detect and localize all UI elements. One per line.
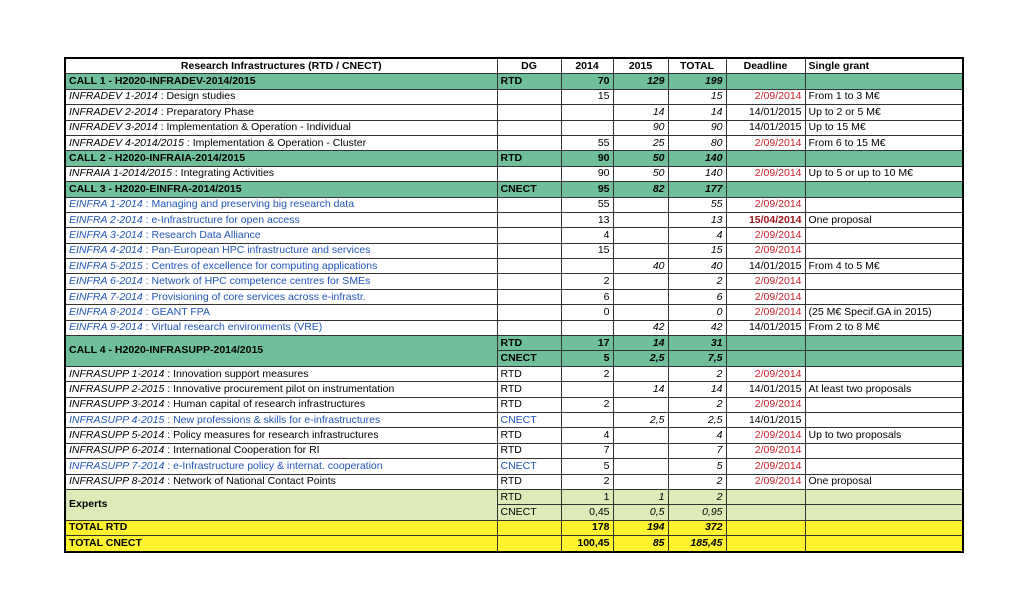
call-2014: 5 — [561, 351, 613, 366]
item-2014: 5 — [561, 459, 613, 474]
item-deadline: 2/09/2014 — [726, 274, 805, 289]
item-2015 — [613, 243, 668, 258]
item-total: 2 — [668, 366, 726, 381]
header-dg: DG — [497, 58, 561, 74]
experts-deadline — [726, 505, 805, 520]
item-code: INFRADEV 3-2014 — [69, 121, 158, 134]
item-deadline: 2/09/2014 — [726, 305, 805, 320]
item-grant: From 2 to 8 M€ — [805, 320, 963, 335]
item-2015 — [613, 428, 668, 443]
item-total: 15 — [668, 89, 726, 104]
item-2015 — [613, 474, 668, 489]
total-deadline — [726, 536, 805, 552]
table-row — [65, 443, 963, 458]
experts-2015: 1 — [613, 489, 668, 504]
call-total: 31 — [668, 336, 726, 351]
item-deadline: 2/09/2014 — [726, 428, 805, 443]
item-2015: 25 — [613, 135, 668, 150]
item-total: 2 — [668, 397, 726, 412]
item-code: EINFRA 3-2014 — [69, 228, 143, 241]
item-description: : Human capital of research infrastructures — [164, 398, 366, 411]
item-2015 — [613, 366, 668, 381]
table-row — [65, 366, 963, 381]
item-code: EINFRA 9-2014 — [69, 321, 143, 334]
item-2014: 2 — [561, 474, 613, 489]
total-row-cnect — [65, 536, 963, 552]
item-name — [65, 135, 497, 150]
item-2015: 40 — [613, 259, 668, 274]
experts-deadline — [726, 489, 805, 504]
item-description: : Preparatory Phase — [157, 105, 255, 118]
call-2014: 95 — [561, 182, 613, 197]
total-label: TOTAL RTD — [65, 520, 497, 535]
call-2015: 2,5 — [613, 351, 668, 366]
call-grant — [805, 151, 963, 166]
item-2015 — [613, 89, 668, 104]
item-2015 — [613, 305, 668, 320]
total-2015: 85 — [613, 536, 668, 552]
item-code: INFRASUPP 6-2014 — [69, 444, 165, 457]
item-description: : Implementation & Operation - Cluster — [183, 136, 367, 149]
item-code: INFRAIA 1-2014/2015 — [69, 167, 172, 180]
call-title: CALL 2 - H2020-INFRAIA-2014/2015 — [65, 151, 497, 166]
call-deadline — [726, 151, 805, 166]
item-deadline: 14/01/2015 — [726, 105, 805, 120]
item-grant — [805, 366, 963, 381]
item-deadline: 2/09/2014 — [726, 289, 805, 304]
item-dg — [497, 135, 561, 150]
item-description: : Policy measures for research infrastructures — [164, 429, 379, 442]
total-2014: 100,45 — [561, 536, 613, 552]
item-description: : e-Infrastructure policy & internat. cooperation — [164, 459, 383, 472]
item-total: 14 — [668, 105, 726, 120]
experts-dg: RTD — [497, 489, 561, 504]
item-2014: 90 — [561, 166, 613, 181]
call-total: 140 — [668, 151, 726, 166]
item-deadline: 2/09/2014 — [726, 243, 805, 258]
experts-total: 0,95 — [668, 505, 726, 520]
item-description: : Network of National Contact Points — [164, 475, 336, 488]
item-2014 — [561, 382, 613, 397]
header-title: Research Infrastructures (RTD / CNECT) — [65, 58, 497, 74]
item-code: EINFRA 5-2015 — [69, 259, 143, 272]
item-deadline: 2/09/2014 — [726, 459, 805, 474]
header-2014: 2014 — [561, 58, 613, 74]
item-code: INFRADEV 4-2014/2015 — [69, 136, 184, 149]
item-code: INFRASUPP 1-2014 — [69, 367, 165, 380]
item-2015 — [613, 459, 668, 474]
call-dg: CNECT — [497, 351, 561, 366]
item-name — [65, 274, 497, 289]
budget-table — [64, 57, 964, 553]
item-grant — [805, 243, 963, 258]
item-description: : New professions & skills for e-infrastructures — [164, 413, 381, 426]
call-title: CALL 1 - H2020-INFRADEV-2014/2015 — [65, 74, 497, 89]
item-2014: 2 — [561, 397, 613, 412]
item-2014: 55 — [561, 135, 613, 150]
item-dg: RTD — [497, 382, 561, 397]
experts-grant — [805, 489, 963, 504]
item-description: : Implementation & Operation - Individual — [157, 121, 351, 134]
item-deadline: 2/09/2014 — [726, 197, 805, 212]
item-2014: 15 — [561, 89, 613, 104]
item-2014 — [561, 105, 613, 120]
item-grant: At least two proposals — [805, 382, 963, 397]
item-dg — [497, 320, 561, 335]
item-dg — [497, 120, 561, 135]
item-deadline: 2/09/2014 — [726, 166, 805, 181]
call-total: 177 — [668, 182, 726, 197]
item-deadline: 14/01/2015 — [726, 259, 805, 274]
item-2014: 13 — [561, 212, 613, 227]
table-row — [65, 274, 963, 289]
item-2014 — [561, 259, 613, 274]
item-grant: From 1 to 3 M€ — [805, 89, 963, 104]
item-grant: Up to 5 or up to 10 M€ — [805, 166, 963, 181]
item-dg: RTD — [497, 443, 561, 458]
item-description: : Centres of excellence for computing applications — [142, 259, 378, 272]
item-deadline: 14/01/2015 — [726, 120, 805, 135]
item-dg — [497, 166, 561, 181]
item-2014: 0 — [561, 305, 613, 320]
table-row — [65, 120, 963, 135]
total-2014: 178 — [561, 520, 613, 535]
total-2015: 194 — [613, 520, 668, 535]
item-2015 — [613, 228, 668, 243]
call-total: 199 — [668, 74, 726, 89]
table-row — [65, 474, 963, 489]
call-grant — [805, 351, 963, 366]
item-description: : Integrating Activities — [171, 167, 275, 180]
item-name — [65, 89, 497, 104]
item-grant: From 4 to 5 M€ — [805, 259, 963, 274]
item-name — [65, 289, 497, 304]
table-row — [65, 228, 963, 243]
item-name — [65, 120, 497, 135]
item-deadline: 2/09/2014 — [726, 135, 805, 150]
total-row-rtd — [65, 520, 963, 535]
item-code: EINFRA 8-2014 — [69, 305, 143, 318]
item-2015: 14 — [613, 382, 668, 397]
item-total: 4 — [668, 228, 726, 243]
item-2014: 2 — [561, 366, 613, 381]
item-grant: One proposal — [805, 474, 963, 489]
item-2015: 14 — [613, 105, 668, 120]
item-name — [65, 305, 497, 320]
item-total: 15 — [668, 243, 726, 258]
item-dg — [497, 212, 561, 227]
item-code: EINFRA 4-2014 — [69, 244, 143, 257]
item-total: 140 — [668, 166, 726, 181]
call-deadline — [726, 336, 805, 351]
item-name — [65, 459, 497, 474]
item-total: 7 — [668, 443, 726, 458]
item-grant — [805, 459, 963, 474]
item-name — [65, 366, 497, 381]
header-total: TOTAL — [668, 58, 726, 74]
item-code: INFRASUPP 7-2014 — [69, 459, 165, 472]
experts-2014: 1 — [561, 489, 613, 504]
item-code: INFRADEV 2-2014 — [69, 105, 158, 118]
table-row — [65, 459, 963, 474]
item-grant — [805, 228, 963, 243]
item-total: 42 — [668, 320, 726, 335]
table-row — [65, 166, 963, 181]
item-2015 — [613, 197, 668, 212]
item-deadline: 2/09/2014 — [726, 89, 805, 104]
experts-row-rtd — [65, 489, 963, 504]
item-grant: Up to 2 or 5 M€ — [805, 105, 963, 120]
item-grant — [805, 412, 963, 427]
item-total: 2 — [668, 274, 726, 289]
header-single-grant: Single grant — [805, 58, 963, 74]
item-2014: 6 — [561, 289, 613, 304]
table-row — [65, 397, 963, 412]
total-grant — [805, 520, 963, 535]
table-row — [65, 412, 963, 427]
table-row — [65, 197, 963, 212]
item-deadline: 2/09/2014 — [726, 366, 805, 381]
item-dg: RTD — [497, 397, 561, 412]
item-total: 6 — [668, 289, 726, 304]
table-row — [65, 135, 963, 150]
item-name — [65, 259, 497, 274]
item-2014: 2 — [561, 274, 613, 289]
item-dg — [497, 228, 561, 243]
item-grant: Up to two proposals — [805, 428, 963, 443]
item-code: INFRASUPP 2-2015 — [69, 382, 165, 395]
table-row — [65, 105, 963, 120]
call-2015: 82 — [613, 182, 668, 197]
item-total: 55 — [668, 197, 726, 212]
item-dg: RTD — [497, 428, 561, 443]
item-code: INFRASUPP 5-2014 — [69, 429, 165, 442]
item-dg: CNECT — [497, 459, 561, 474]
item-2015: 42 — [613, 320, 668, 335]
call1-header-row — [65, 74, 963, 89]
total-deadline — [726, 520, 805, 535]
item-2015: 2,5 — [613, 412, 668, 427]
item-total: 13 — [668, 212, 726, 227]
item-2015: 90 — [613, 120, 668, 135]
item-name — [65, 412, 497, 427]
item-name — [65, 397, 497, 412]
item-deadline: 2/09/2014 — [726, 443, 805, 458]
item-description: : Innovation support measures — [164, 367, 309, 380]
call-2015: 50 — [613, 151, 668, 166]
item-2015 — [613, 212, 668, 227]
experts-grant — [805, 505, 963, 520]
item-2015 — [613, 443, 668, 458]
table-row — [65, 259, 963, 274]
item-name — [65, 443, 497, 458]
item-dg — [497, 197, 561, 212]
item-deadline: 2/09/2014 — [726, 397, 805, 412]
item-2014: 4 — [561, 228, 613, 243]
item-code: INFRADEV 1-2014 — [69, 90, 158, 103]
item-dg: RTD — [497, 366, 561, 381]
header-row — [65, 58, 963, 74]
item-dg — [497, 289, 561, 304]
item-description: : International Cooperation for RI — [164, 444, 320, 457]
item-total: 4 — [668, 428, 726, 443]
experts-label: Experts — [65, 489, 497, 520]
item-description: : Pan-European HPC infrastructure and services — [142, 244, 371, 257]
table-row — [65, 89, 963, 104]
call-total: 7,5 — [668, 351, 726, 366]
item-2015 — [613, 274, 668, 289]
experts-dg: CNECT — [497, 505, 561, 520]
item-name — [65, 228, 497, 243]
call-deadline — [726, 351, 805, 366]
item-total: 80 — [668, 135, 726, 150]
call-deadline — [726, 74, 805, 89]
item-2015 — [613, 289, 668, 304]
item-grant — [805, 289, 963, 304]
call-dg: RTD — [497, 151, 561, 166]
item-deadline: 2/09/2014 — [726, 474, 805, 489]
item-dg: RTD — [497, 474, 561, 489]
call4-header-row-rtd — [65, 336, 963, 351]
item-grant — [805, 274, 963, 289]
call-2014: 70 — [561, 74, 613, 89]
item-name — [65, 382, 497, 397]
item-2014: 4 — [561, 428, 613, 443]
experts-2014: 0,45 — [561, 505, 613, 520]
call-deadline — [726, 182, 805, 197]
call-grant — [805, 336, 963, 351]
item-2014: 7 — [561, 443, 613, 458]
item-description: : Innovative procurement pilot on instrumentation — [164, 382, 395, 395]
item-description: : GEANT FPA — [142, 305, 211, 318]
item-description: : e-Infrastructure for open access — [142, 213, 300, 226]
item-total: 2 — [668, 474, 726, 489]
table-row — [65, 212, 963, 227]
item-total: 40 — [668, 259, 726, 274]
call-2014: 17 — [561, 336, 613, 351]
call-2015: 129 — [613, 74, 668, 89]
item-code: INFRASUPP 8-2014 — [69, 475, 165, 488]
call-grant — [805, 74, 963, 89]
item-2014 — [561, 320, 613, 335]
total-label: TOTAL CNECT — [65, 536, 497, 552]
item-code: INFRASUPP 3-2014 — [69, 398, 165, 411]
call-grant — [805, 182, 963, 197]
item-grant: (25 M€ Specif.GA in 2015) — [805, 305, 963, 320]
item-deadline: 14/01/2015 — [726, 412, 805, 427]
item-description: : Virtual research environments (VRE) — [142, 321, 323, 334]
call-2014: 90 — [561, 151, 613, 166]
item-deadline: 15/04/2014 — [726, 212, 805, 227]
total-grant — [805, 536, 963, 552]
item-grant: One proposal — [805, 212, 963, 227]
table-row — [65, 320, 963, 335]
item-total: 5 — [668, 459, 726, 474]
call-dg: CNECT — [497, 182, 561, 197]
item-dg: CNECT — [497, 412, 561, 427]
item-code: INFRASUPP 4-2015 — [69, 413, 165, 426]
experts-total: 2 — [668, 489, 726, 504]
item-description: : Network of HPC competence centres for SMEs — [142, 275, 371, 288]
item-grant: From 6 to 15 M€ — [805, 135, 963, 150]
item-code: EINFRA 6-2014 — [69, 275, 143, 288]
call-dg: RTD — [497, 336, 561, 351]
total-total: 185,45 — [668, 536, 726, 552]
item-dg — [497, 89, 561, 104]
item-2014: 15 — [561, 243, 613, 258]
item-name — [65, 243, 497, 258]
item-2015: 50 — [613, 166, 668, 181]
item-code: EINFRA 2-2014 — [69, 213, 143, 226]
item-total: 2,5 — [668, 412, 726, 427]
item-total: 14 — [668, 382, 726, 397]
item-grant — [805, 197, 963, 212]
table-row — [65, 382, 963, 397]
call-dg: RTD — [497, 74, 561, 89]
experts-2015: 0,5 — [613, 505, 668, 520]
item-2014 — [561, 412, 613, 427]
call-2015: 14 — [613, 336, 668, 351]
item-description: : Provisioning of core services across e-infrastr. — [142, 290, 366, 303]
item-code: EINFRA 1-2014 — [69, 198, 143, 211]
item-grant: Up to 15 M€ — [805, 120, 963, 135]
item-name — [65, 197, 497, 212]
table-row — [65, 289, 963, 304]
item-description: : Design studies — [157, 90, 236, 103]
call3-header-row — [65, 182, 963, 197]
item-name — [65, 474, 497, 489]
item-dg — [497, 243, 561, 258]
total-total: 372 — [668, 520, 726, 535]
table-row — [65, 305, 963, 320]
item-description: : Managing and preserving big research data — [142, 198, 355, 211]
item-2014 — [561, 120, 613, 135]
table-row — [65, 243, 963, 258]
item-grant — [805, 443, 963, 458]
call2-header-row — [65, 151, 963, 166]
call-title: CALL 4 - H2020-INFRASUPP-2014/2015 — [65, 336, 497, 367]
item-name — [65, 105, 497, 120]
item-dg — [497, 274, 561, 289]
total-dg — [497, 536, 561, 552]
call-title: CALL 3 - H2020-EINFRA-2014/2015 — [65, 182, 497, 197]
item-name — [65, 428, 497, 443]
total-dg — [497, 520, 561, 535]
table-row — [65, 428, 963, 443]
item-name — [65, 320, 497, 335]
item-deadline: 2/09/2014 — [726, 228, 805, 243]
item-dg — [497, 105, 561, 120]
item-grant — [805, 397, 963, 412]
item-deadline: 14/01/2015 — [726, 320, 805, 335]
item-name — [65, 212, 497, 227]
item-code: EINFRA 7-2014 — [69, 290, 143, 303]
item-total: 90 — [668, 120, 726, 135]
header-2015: 2015 — [613, 58, 668, 74]
header-deadline: Deadline — [726, 58, 805, 74]
item-dg — [497, 305, 561, 320]
item-name — [65, 166, 497, 181]
item-deadline: 14/01/2015 — [726, 382, 805, 397]
item-2014: 55 — [561, 197, 613, 212]
item-dg — [497, 259, 561, 274]
item-description: : Research Data Alliance — [142, 228, 261, 241]
item-2015 — [613, 397, 668, 412]
item-total: 0 — [668, 305, 726, 320]
